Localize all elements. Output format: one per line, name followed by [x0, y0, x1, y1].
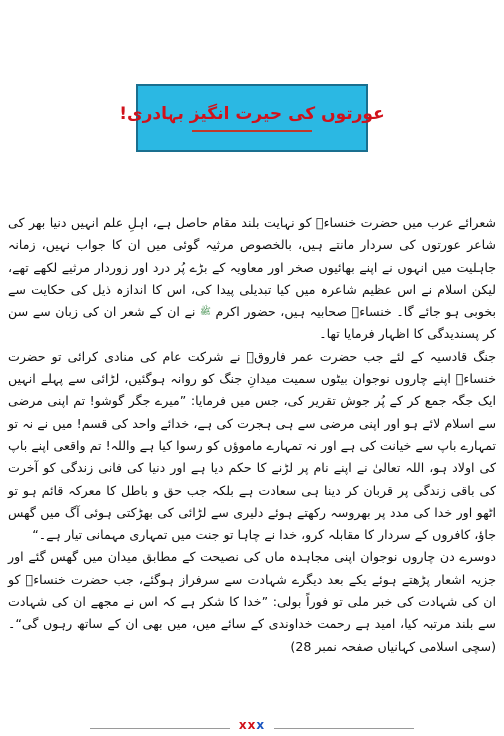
paragraph-intro-end: نے ان کے شعر ان کی زبان سے سن کر پسندیدگی کا اظہار فرمایا تھا۔ [8, 304, 496, 342]
paragraph-intro-text: شعرائے عرب میں حضرت خنساءؓ کو نہایت بلند مقام حاصل ہے، اہلِ علم انہیں دنیا بھر کی شاعر عورتوں کی سردار مانتے ہیں، بالخصوص مرثیہ گوئی میں ان کا جواب نہیں، زمانہ جاہلیت میں انہوں نے اپنے بھائیوں صخر اور معاویہ کے بڑے پُر درد اور زوردار مرثیے لکھے تھے، لیکن اسلام نے اس عظیم شاعرہ میں کیا تبدیلی پیدا کی، اس کا اندازہ ذیل کی حکایت سے بخوبی ہو جائے گا۔ خنساءؓ صحابیہ ہیں، حضور اکرم [8, 215, 496, 320]
paragraph-qadisiyyah: جنگ قادسیہ کے لئے جب حضرت عمر فاروقؓ نے شرکت عام کی منادی کرائی تو حضرت خنساءؓ اپنے چاروں نوجوان بیٹوں سمیت میدانِ جنگ کو روانہ ہوگئیں، لڑائی سے پہلے انہیں ایک جگہ جمع کر کے پُر جوش تقریر کی، جس میں فرمایا: ”میرے جگر گوشو! تم اپنی مرضی سے اسلام لائے ہو اور اپنی مرضی سے ہی ہجرت کی ہے، خدائے واحد کی قسم! میں نے نہ تو تمہارے باپ سے خیانت کی ہے اور نہ تمہارے ماموؤں کو رسوا کیا ہے واللہ! تم واقعی اپنے باپ کی اولاد ہو، اللہ تعالیٰ نے اپنے نام پر لڑنے کا حکم دیا ہے اور دنیا کی فانی زندگی کو آخرت کی باقی زندگی پر قربان کر دینا ہی سعادت ہے بلکہ جب حق و باطل کا معرکہ قائم ہو تو اٹھو اور خدا کی مدد پر بھروسہ رکھتے ہوئے دلیری سے لڑائی کی بھڑکتی ہوئی آگ میں گھس جاؤ، کافروں کے سردار کا مقابلہ کرو، خدا نے چاہا تو جنت میں تمہاری مہمانی تیار ہے۔“ [8, 348, 496, 543]
footer-ornament [0, 718, 504, 732]
paragraph-intro [8, 212, 496, 346]
footer-mark-right: x [256, 718, 266, 732]
title-box [119, 84, 385, 152]
salutation-mark: ﷺ [200, 307, 211, 318]
paragraph-martyrdom: دوسرے دن چاروں نوجوان اپنی مجاہدہ ماں کی نصیحت کے مطابق میدان میں گھس گئے اور جزیہ اشعار پڑھتے ہوئے یکے بعد دیگرے شہادت سے سرفراز ہوگئے، جب حضرت خنساءؓ کو ان کی شہادت کی خبر ملی تو فوراً بولی: ”خدا کا شکر ہے کہ اس نے مجھے ان کی شہادت سے بلند مرتبہ کیا، امید ہے رحمت خداوندی کے سائے میں، میں بھی ان کے ساتھ رہوں گی“۔ (سچی اسلامی کہانیاں صفحہ نمبر 28) [8, 549, 496, 654]
title-underline [192, 130, 312, 132]
article-body [8, 212, 496, 658]
footer-mark-left: xx [238, 718, 257, 732]
page-title: عورتوں کی حیرت انگیز بہادری! [119, 103, 385, 124]
